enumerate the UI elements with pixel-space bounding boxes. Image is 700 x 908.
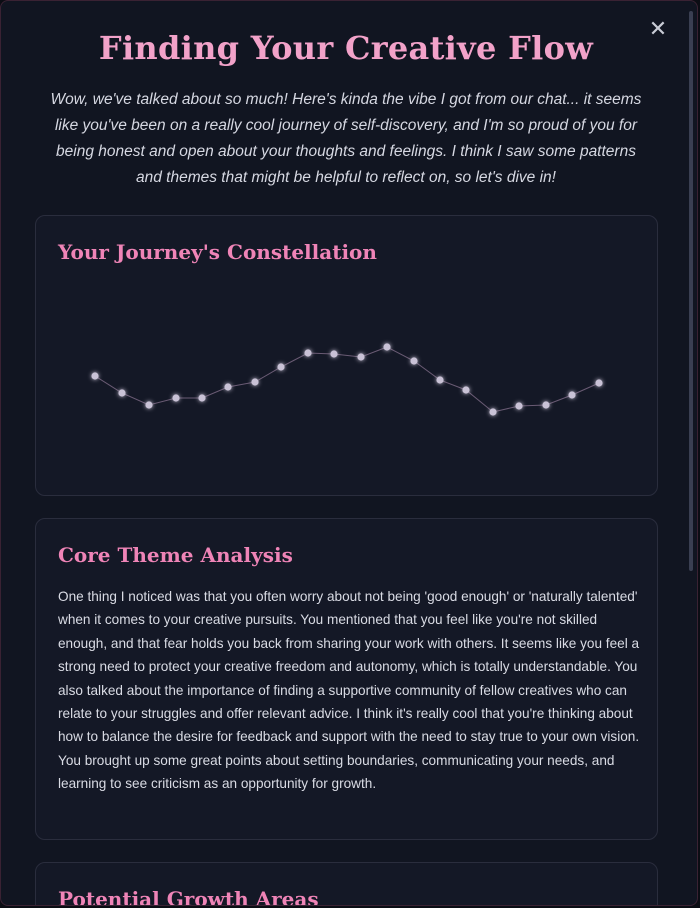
star — [224, 383, 231, 390]
constellation-stars — [91, 343, 602, 415]
growth-areas-card — [35, 862, 658, 906]
star — [172, 394, 179, 401]
star — [542, 401, 549, 408]
constellation-graphic — [36, 216, 657, 495]
core-theme-title: Core Theme Analysis — [58, 543, 293, 567]
star — [91, 372, 98, 379]
intro-text: Wow, we've talked about so much! Here's kinda the vibe I got from our chat... it seems like you've been on a really cool journey of self-discovery, and I'm so proud of you for being honest and open about your thoughts and feelings. I think I saw some patterns and themes that might be helpful to reflect on, so let's dive in! — [50, 91, 642, 186]
star — [330, 350, 337, 357]
star — [410, 357, 417, 364]
star — [145, 401, 152, 408]
star — [277, 363, 284, 370]
star — [251, 378, 258, 385]
star — [462, 386, 469, 393]
core-theme-body: One thing I noticed was that you often worry about not being 'good enough' or 'naturally talented' when it comes to your creative pursuits. You mentioned that you feel like you're not skilled enough, and that fear holds you back from sharing your work with others. It seems like you feel a strong need to protect your creative freedom and autonomy, which is totally understandable. You also talked about the importance of finding a supportive community of fellow creatives who can relate to your struggles and offer relevant advice. I think it's really cool that you're thinking about how to balance the desire for feedback and support with the need to stay true to your own vision. You brought up some great points about setting boundaries, communicating your needs, and learning to see criticism as an opportunity for growth. — [58, 589, 640, 792]
close-icon[interactable]: ✕ — [648, 17, 668, 42]
star — [515, 402, 522, 409]
star — [357, 353, 364, 360]
star — [383, 343, 390, 350]
star — [436, 376, 443, 383]
constellation-card — [35, 215, 658, 496]
core-theme-card — [35, 518, 658, 840]
star — [489, 408, 496, 415]
scrollbar[interactable] — [689, 11, 693, 571]
star — [568, 391, 575, 398]
constellation-path — [95, 347, 599, 412]
star — [595, 379, 602, 386]
star — [118, 389, 125, 396]
growth-areas-title: Potential Growth Areas — [58, 887, 319, 906]
star — [304, 349, 311, 356]
constellation-title: Your Journey's Constellation — [58, 240, 377, 264]
modal-title: Finding Your Creative Flow — [98, 29, 594, 67]
star — [198, 394, 205, 401]
